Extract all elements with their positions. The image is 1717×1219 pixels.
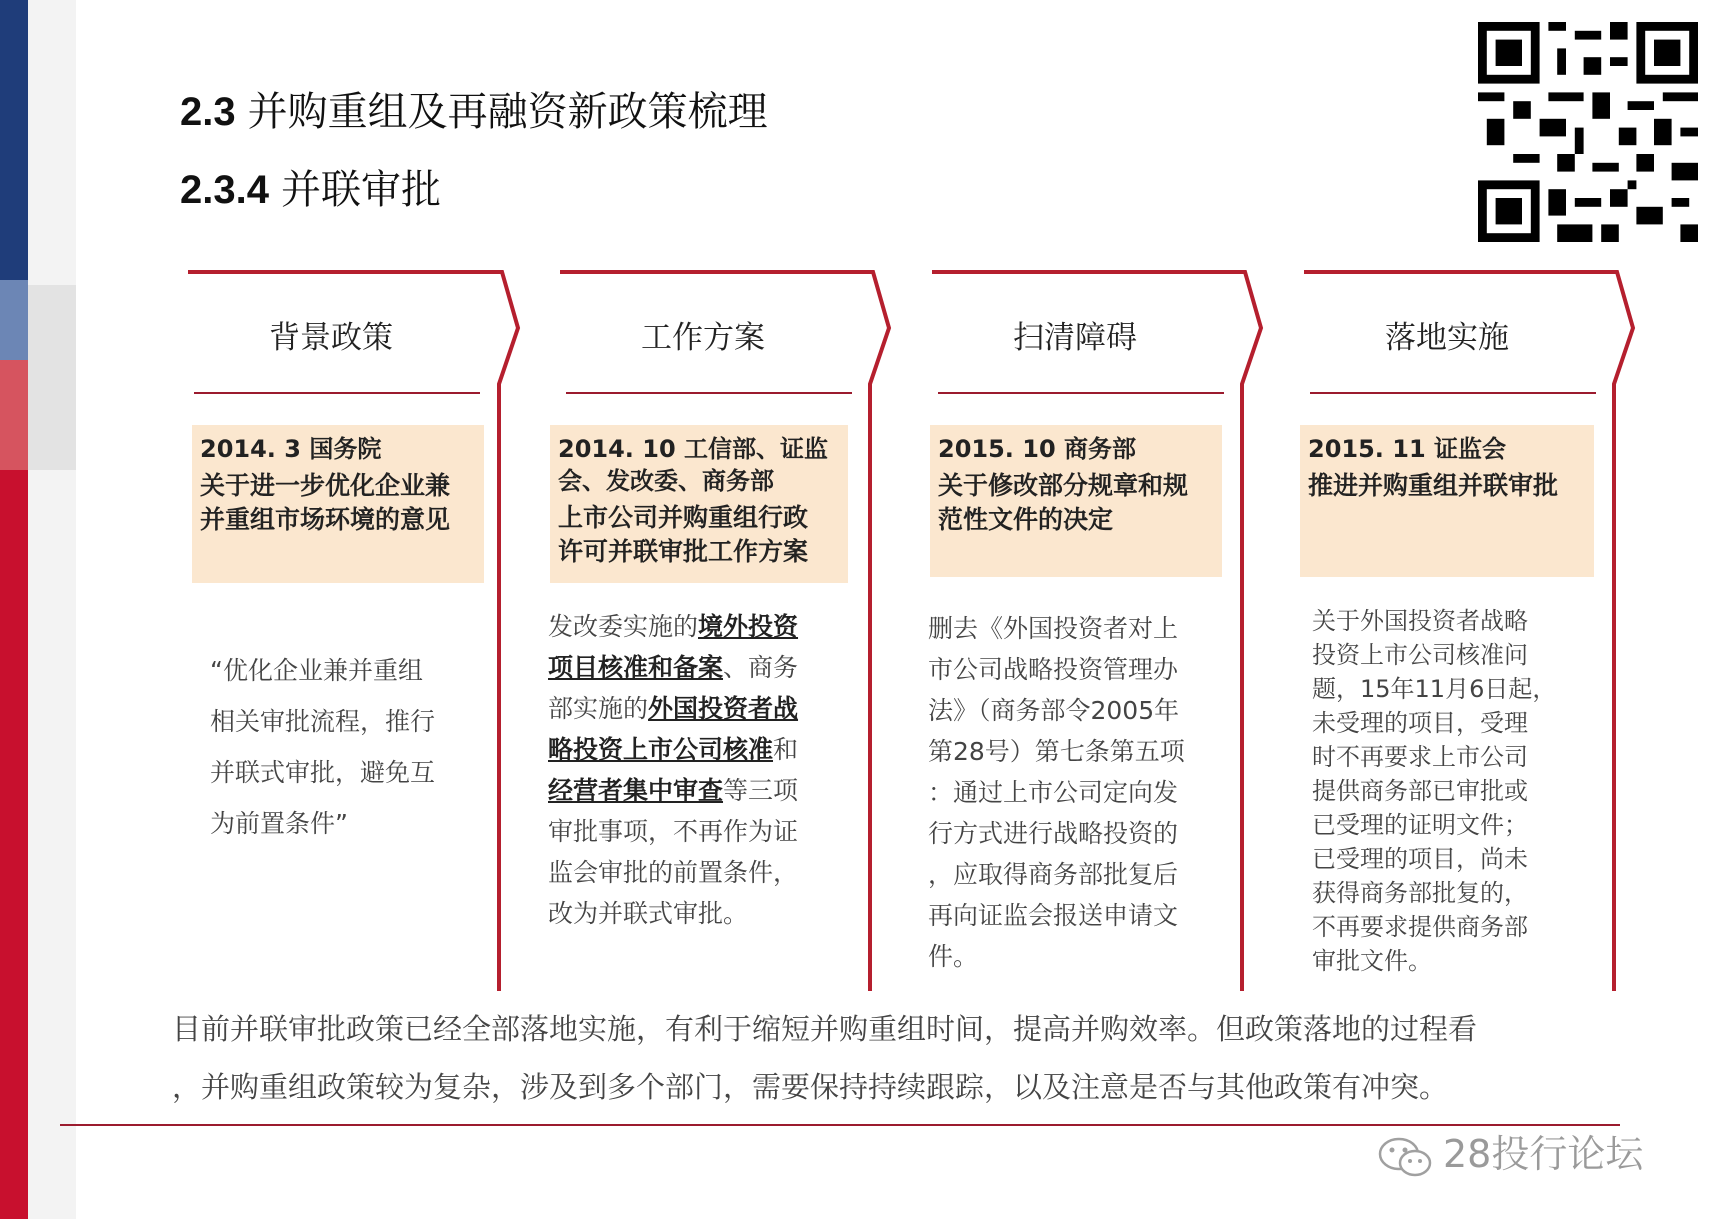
body-2-line (548, 647, 798, 688)
policy-box-4 (1300, 425, 1594, 577)
heading-rule-4 (1310, 392, 1596, 394)
body-2-text: 等三项 (723, 776, 799, 805)
policy-box-2 (550, 425, 848, 583)
body-3-line: 法》（商务部令2005年 (928, 696, 1180, 725)
body-2-line (548, 770, 798, 811)
body-2-line: 审批事项，不再作为证 (548, 817, 799, 846)
body-1-line: “优化企业兼并重组 (210, 656, 423, 685)
column-body-2 (548, 606, 798, 934)
body-2-underlined: 外国投资者战 (648, 694, 799, 723)
policy-date-4: 2015. 11 证监会 (1308, 435, 1507, 463)
subsection-number: 2.3.4 (180, 168, 269, 212)
heading-rule-3 (938, 392, 1224, 394)
policy-box-3 (930, 425, 1222, 577)
policy-doc-1-line-2: 并重组市场环境的意见 (200, 505, 451, 534)
body-1-line: 并联式审批，避免互 (210, 758, 436, 787)
subsection-title-text: 并联审批 (280, 167, 441, 213)
body-4-line: 审批文件。 (1312, 947, 1432, 975)
body-2-line: 监会审批的前置条件， (548, 858, 799, 887)
body-2-line: 改为并联式审批。 (548, 899, 749, 928)
body-4-line: 提供商务部已审批或 (1312, 777, 1528, 805)
policy-doc-1 (200, 469, 476, 537)
body-4-line: 投资上市公司核准问 (1312, 641, 1528, 669)
policy-doc-4 (1308, 469, 1586, 503)
column-body-3 (928, 608, 1185, 977)
body-4-line: 不再要求提供商务部 (1312, 913, 1528, 941)
body-2-line (548, 688, 798, 729)
body-3-line: 市公司战略投资管理办 (928, 655, 1179, 684)
policy-doc-2-line-1: 上市公司并购重组行政 (558, 503, 809, 532)
body-4-line: 题，15年11月6日起， (1312, 675, 1557, 703)
body-3-line: 行方式进行战略投资的 (928, 819, 1179, 848)
heading-rule-2 (566, 392, 852, 394)
policy-box-1 (192, 425, 484, 583)
watermark (1375, 1123, 1643, 1179)
body-4-line: 未受理的项目，受理 (1312, 709, 1528, 737)
policy-doc-3 (938, 469, 1214, 537)
wechat-icon (1375, 1135, 1435, 1179)
body-3-line: 第28号）第七条第五项 (928, 737, 1185, 766)
policy-date-2-line-1: 2014. 10 工信部、证监 (558, 435, 829, 463)
section-number: 2.3 (180, 90, 236, 134)
watermark-text: 28投行论坛 (1443, 1132, 1644, 1176)
body-2-text: 部实施的 (548, 694, 649, 723)
column-heading-4: 落地实施 (1385, 320, 1509, 356)
policy-doc-4-line-1: 推进并购重组并联审批 (1308, 471, 1559, 500)
body-2-text: 和 (773, 735, 799, 764)
body-2-line (548, 606, 798, 647)
subsection-title (180, 158, 441, 215)
body-3-line: 删去《外国投资者对上 (928, 614, 1179, 643)
column-heading-2: 工作方案 (641, 320, 765, 356)
policy-doc-2-line-2: 许可并联审批工作方案 (558, 537, 809, 566)
heading-rule-1 (194, 392, 480, 394)
column-body-1 (210, 645, 435, 849)
body-4-line: 关于外国投资者战略 (1312, 607, 1528, 635)
summary-text (172, 1000, 1477, 1116)
body-2-text: 、商务 (723, 653, 799, 682)
body-3-line: ，应取得商务部批复后 (928, 860, 1179, 889)
policy-doc-1-line-1: 关于进一步优化企业兼 (200, 471, 451, 500)
summary-line-2: ，并购重组政策较为复杂，涉及到多个部门，需要保持持续跟踪，以及注意是否与其他政策有冲突。 (172, 1070, 1449, 1104)
column-body-4 (1312, 604, 1556, 978)
policy-date-2-line-2: 会、发改委、商务部 (558, 467, 774, 495)
body-2-text: 发改委实施的 (548, 612, 699, 641)
body-2-underlined: 境外投资 (698, 612, 799, 641)
side-accent-blue (0, 0, 28, 280)
body-4-line: 已受理的证明文件； (1312, 811, 1528, 839)
body-3-line: 再向证监会报送申请文 (928, 901, 1179, 930)
body-3-line: ：通过上市公司定向发 (928, 778, 1179, 807)
column-heading-3: 扫清障碍 (1013, 320, 1137, 356)
policy-date-1: 2014. 3 国务院 (200, 435, 382, 463)
body-2-underlined: 经营者集中审查 (548, 776, 724, 805)
chevron-frame-1 (188, 272, 518, 991)
policy-date-3: 2015. 10 商务部 (938, 435, 1137, 463)
body-2-line (548, 729, 798, 770)
body-3-line: 件。 (928, 942, 979, 971)
section-title-text: 并购重组及再融资新政策梳理 (247, 89, 768, 135)
policy-doc-2 (558, 501, 840, 569)
section-title (180, 80, 768, 137)
body-1-line: 相关审批流程，推行 (210, 707, 436, 736)
qr-code-icon[interactable] (1478, 22, 1698, 242)
body-1-line: 为前置条件” (210, 809, 348, 838)
body-4-line: 获得商务部批复的， (1312, 879, 1528, 907)
column-heading-1: 背景政策 (269, 320, 393, 356)
body-2-underlined: 项目核准和备案 (548, 653, 724, 682)
policy-doc-3-line-2: 范性文件的决定 (938, 505, 1114, 534)
summary-line-1: 目前并联审批政策已经全部落地实施，有利于缩短并购重组时间，提高并购效率。但政策落地的过程看 (172, 1012, 1478, 1046)
policy-date-2 (558, 433, 840, 497)
body-4-line: 时不再要求上市公司 (1312, 743, 1528, 771)
body-4-line: 已受理的项目，尚未 (1312, 845, 1528, 873)
body-2-underlined: 略投资上市公司核准 (548, 735, 774, 764)
policy-doc-3-line-1: 关于修改部分规章和规 (938, 471, 1189, 500)
